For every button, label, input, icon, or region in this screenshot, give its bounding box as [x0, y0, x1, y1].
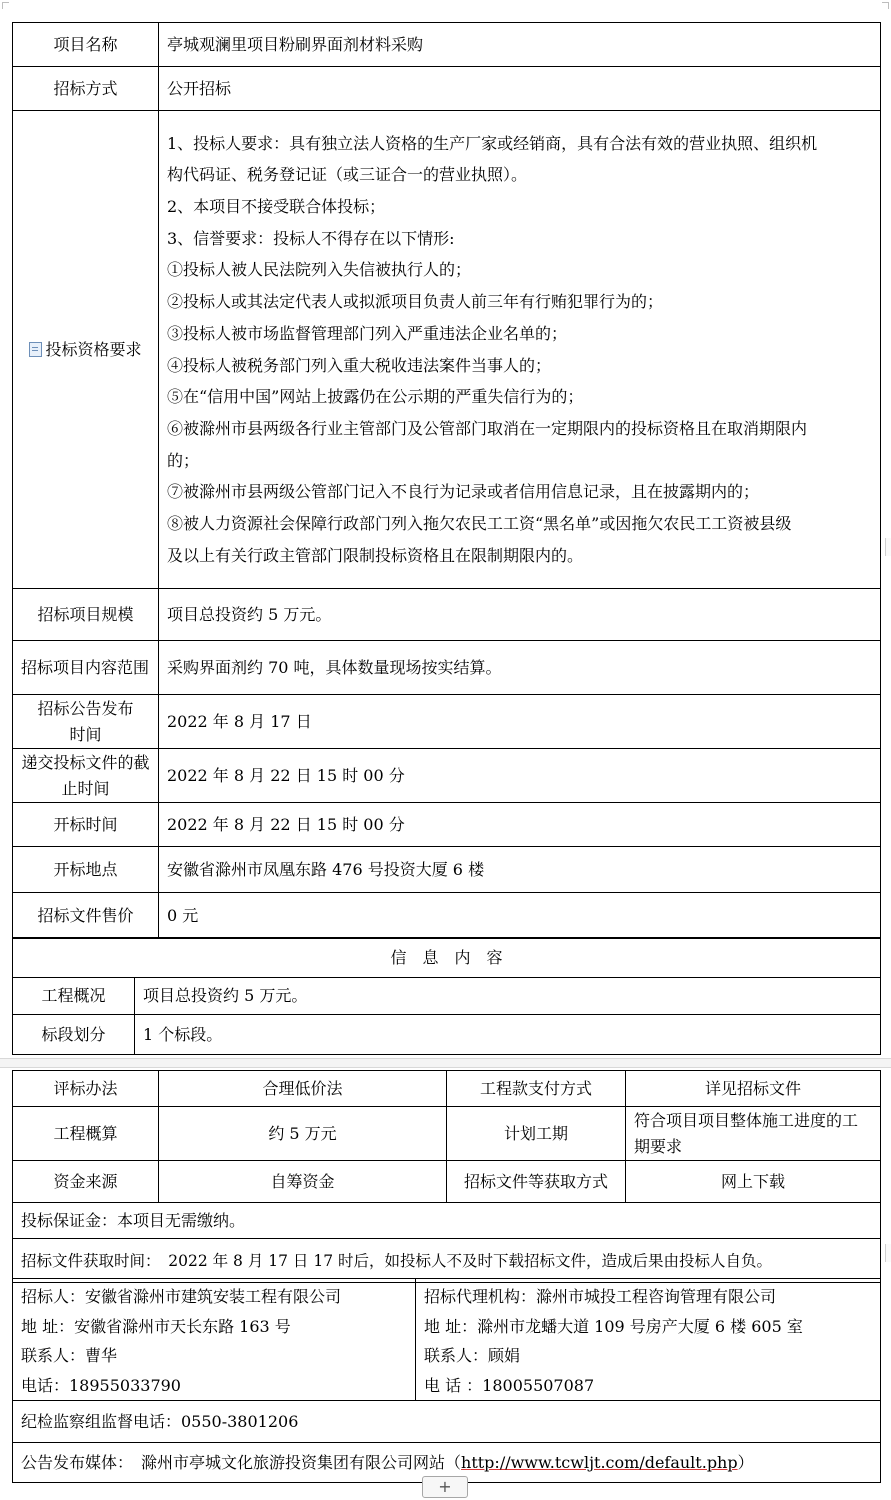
scale-value: 项目总投资约 5 万元。: [159, 589, 881, 641]
table-row: [13, 1015, 881, 1055]
evaluation-table: [12, 1070, 881, 1283]
qualification-line: ⑤在“信用中国”网站上披露仍在公示期的严重失信行为的；: [167, 387, 584, 407]
table-row: [13, 749, 881, 803]
corner-mark: [2, 2, 9, 9]
qualification-line: 的；: [167, 450, 200, 470]
budget-value: 约 5 万元: [159, 1107, 447, 1161]
eval-value: 合理低价法: [159, 1071, 447, 1107]
period-value: 符合项目项目整体施工进度的工期要求: [626, 1107, 881, 1161]
tender-info-table: [12, 22, 881, 939]
project-name-label: 项目名称: [13, 23, 159, 67]
tender-method-value: 公开招标: [159, 67, 881, 111]
qualification-line: 2、本项目不接受联合体投标；: [167, 196, 386, 216]
open-place-label: 开标地点: [13, 847, 159, 893]
table-row: [13, 641, 881, 695]
supervision-phone: 纪检监察组监督电话：0550-3801206: [13, 1401, 881, 1443]
tenderer-address: 地 址：安徽省滁州市天长东路 163 号: [21, 1316, 291, 1336]
table-row: [13, 1161, 881, 1203]
qualification-line: ③投标人被市场监督管理部门列入严重违法企业名单的；: [167, 323, 568, 343]
table-row: [13, 1239, 881, 1283]
table-row: [13, 803, 881, 847]
fund-label: 资金来源: [13, 1161, 159, 1203]
table-row: [13, 1107, 881, 1161]
tenderer-contact: [13, 1279, 416, 1401]
obtain-label: 招标文件等获取方式: [447, 1161, 626, 1203]
open-time-value: 2022 年 8 月 22 日 15 时 00 分: [159, 803, 881, 847]
agency-name: 招标代理机构：滁州市城投工程咨询管理有限公司: [424, 1287, 777, 1306]
agency-contact-person: 联系人：顾娟: [424, 1346, 521, 1365]
table-row: [13, 847, 881, 893]
qualification-line: ②投标人或其法定代表人或拟派项目负责人前三年有行贿犯罪行为的；: [167, 292, 664, 312]
deadline-label: 递交投标文件的截止时间: [13, 749, 159, 803]
contacts-table: [12, 1278, 881, 1483]
project-name-value: 亭城观澜里项目粉刷界面剂材料采购: [159, 23, 881, 67]
deadline-value: 2022 年 8 月 22 日 15 时 00 分: [159, 749, 881, 803]
qualification-line: ⑦被滁州市县两级公管部门记入不良行为记录或者信用信息记录，且在披露期内的；: [167, 482, 760, 502]
info-content-table: [12, 937, 881, 1055]
table-row: [13, 1203, 881, 1239]
agency-phone: 电 话 ：18005507087: [424, 1375, 595, 1395]
tenderer-name: 招标人：安徽省滁州市建筑安装工程有限公司: [21, 1287, 342, 1306]
sections-label: 标段划分: [13, 1015, 135, 1055]
scale-label: 招标项目规模: [13, 589, 159, 641]
qualification-requirements: [159, 111, 881, 589]
open-time-label: 开标时间: [13, 803, 159, 847]
tenderer-contact-person: 联系人：曹华: [21, 1346, 118, 1365]
table-row: [13, 589, 881, 641]
qualification-line: 1、投标人要求：具有独立法人资格的生产厂家或经销商，具有合法有效的营业执照、组织机: [167, 133, 818, 153]
sections-value: 1 个标段。: [135, 1015, 881, 1055]
qualification-line: ⑥被滁州市县两级各行业主管部门及公管部门取消在一定期限内的投标资格且在取消期限内: [167, 418, 808, 438]
agency-contact: [416, 1279, 881, 1401]
overview-value: 项目总投资约 5 万元。: [135, 978, 881, 1015]
info-header: 信 息 内 容: [13, 938, 881, 978]
publish-value: 2022 年 8 月 17 日: [159, 695, 881, 749]
fund-value: 自筹资金: [159, 1161, 447, 1203]
price-value: 0 元: [159, 893, 881, 939]
period-label: 计划工期: [447, 1107, 626, 1161]
obtain-time-text: 招标文件获取时间： 2022 年 8 月 17 日 17 时后，如投标人不及时下载招标文件，造成后果由投标人自负。: [13, 1239, 881, 1283]
budget-label: 工程概算: [13, 1107, 159, 1161]
scope-value: 采购界面剂约 70 吨，具体数量现场按实结算。: [159, 641, 881, 695]
qualification-line: ①投标人被人民法院列入失信被执行人的；: [167, 260, 472, 280]
table-row: [13, 1279, 881, 1401]
qualification-line: ⑧被人力资源社会保障行政部门列入拖欠农民工工资“黑名单”或因拖欠农民工工资被县级: [167, 514, 792, 534]
qualification-label: 投标资格要求: [45, 339, 142, 359]
publish-media-link[interactable]: http://www.tcwljt.com/default.php: [461, 1452, 738, 1472]
scroll-marker: [885, 538, 891, 556]
tender-method-label: 招标方式: [13, 67, 159, 111]
tenderer-phone: 电话：18955033790: [21, 1375, 181, 1395]
page-break: [0, 1058, 891, 1068]
corner-mark: [882, 2, 889, 9]
agency-address: 地 址：滁州市龙蟠大道 109 号房产大厦 6 楼 605 室: [424, 1316, 803, 1336]
table-row: [13, 67, 881, 111]
scroll-marker: [885, 1244, 891, 1262]
publish-media-suffix: ）: [737, 1452, 754, 1472]
publish-media-prefix: 公告发布媒体： 滁州市亭城文化旅游投资集团有限公司网站（: [21, 1452, 462, 1472]
qualification-label-cell: [13, 111, 159, 589]
qualification-line: ④投标人被税务部门列入重大税收违法案件当事人的；: [167, 355, 552, 375]
document-icon[interactable]: [29, 342, 42, 357]
qualification-line: 构代码证、税务登记证（或三证合一的营业执照）。: [167, 165, 528, 185]
overview-label: 工程概况: [13, 978, 135, 1015]
scope-label: 招标项目内容范围: [13, 641, 159, 695]
add-button[interactable]: +: [422, 1476, 468, 1498]
open-place-value: 安徽省滁州市凤凰东路 476 号投资大厦 6 楼: [159, 847, 881, 893]
price-label: 招标文件售价: [13, 893, 159, 939]
table-row: [13, 695, 881, 749]
eval-label: 评标办法: [13, 1071, 159, 1107]
table-row: [13, 111, 881, 589]
table-row: [13, 978, 881, 1015]
payment-value: 详见招标文件: [626, 1071, 881, 1107]
deposit-text: 投标保证金：本项目无需缴纳。: [13, 1203, 881, 1239]
payment-label: 工程款支付方式: [447, 1071, 626, 1107]
table-row: [13, 23, 881, 67]
table-row: [13, 893, 881, 939]
table-row: [13, 1401, 881, 1443]
table-row: [13, 938, 881, 978]
obtain-value: 网上下载: [626, 1161, 881, 1203]
publish-label: 招标公告发布时间: [13, 695, 159, 749]
qualification-line: 及以上有关行政主管部门限制投标资格且在限制期限内的。: [167, 545, 584, 565]
qualification-line: 3、信誉要求：投标人不得存在以下情形:: [167, 228, 455, 248]
table-row: [13, 1071, 881, 1107]
